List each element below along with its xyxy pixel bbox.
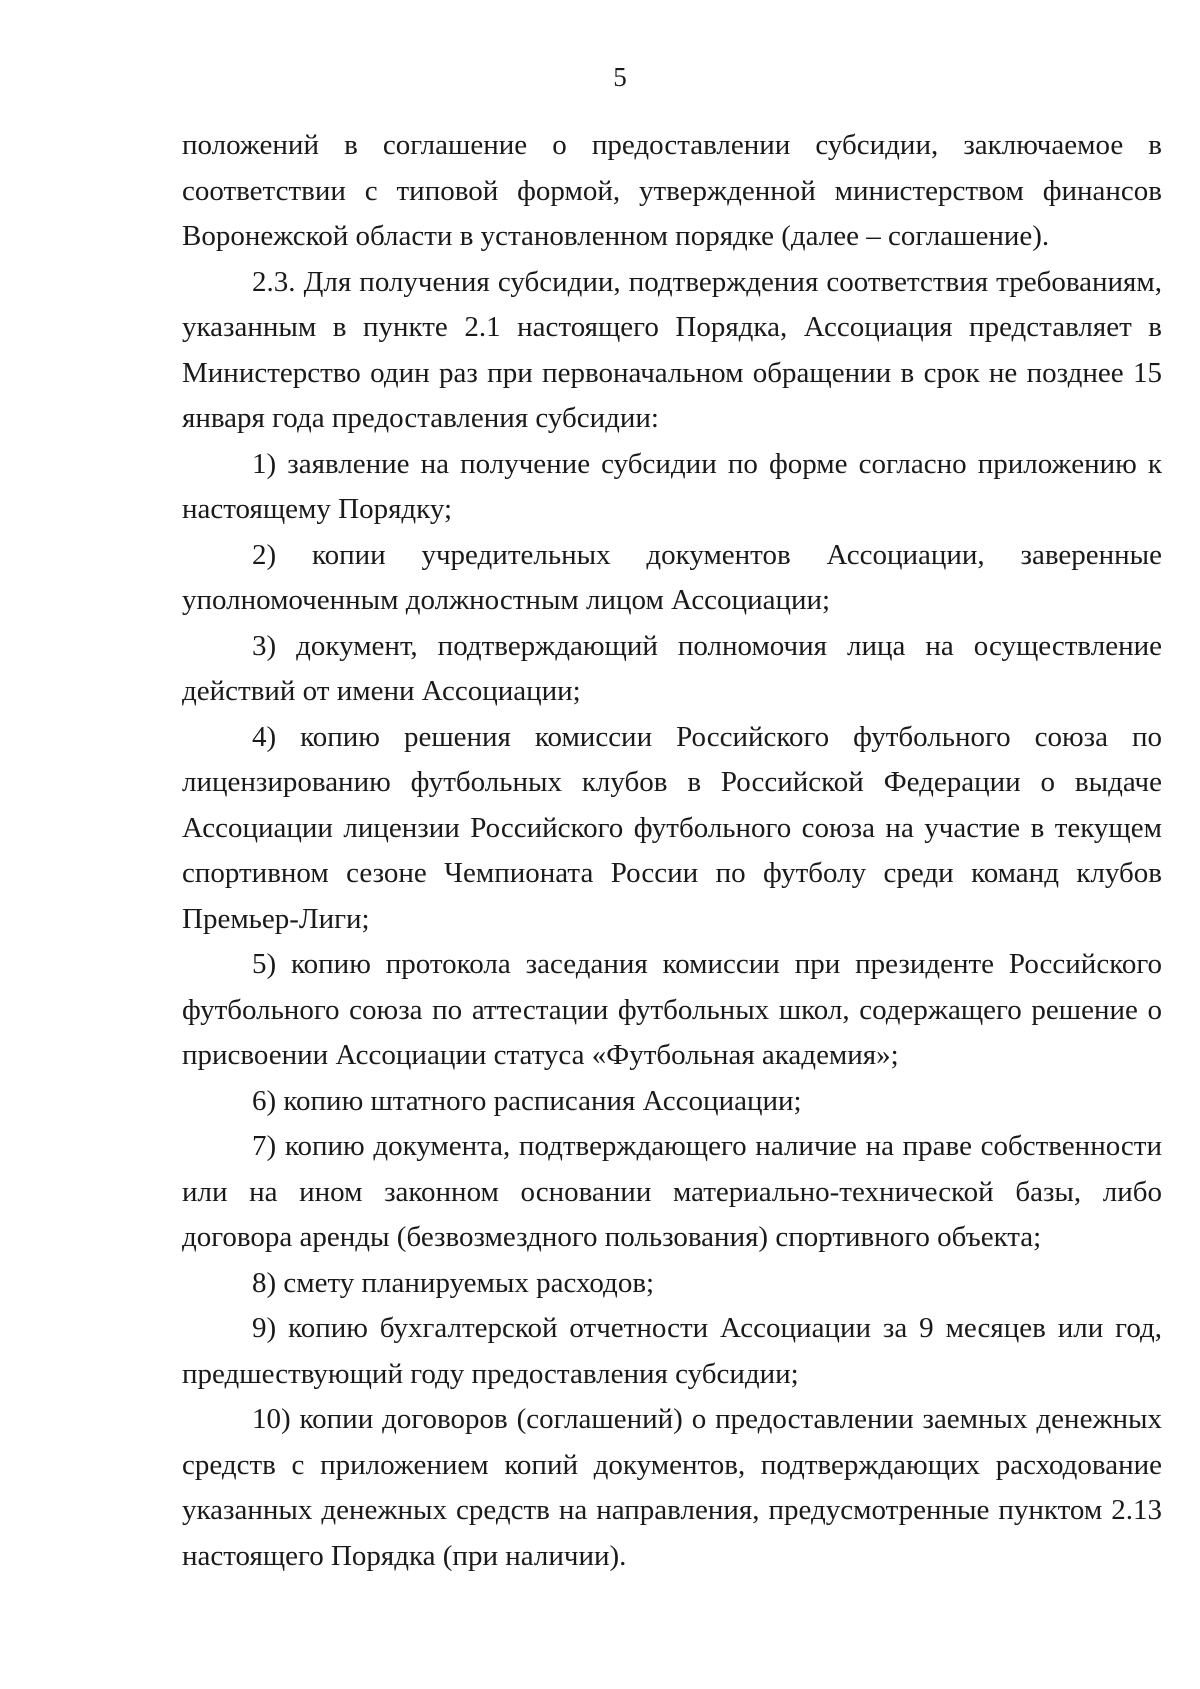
list-item-7: 7) копию документа, подтверждающего наличие на праве собственности или на ином законном основании материально-технической базы, либо договора аренды (безвозмездного пользования) спортивного объекта; bbox=[182, 1130, 1162, 1253]
list-item-2: 2) копии учредительных документов Ассоциации, заверенные уполномоченным должностным лицом Ассоциации; bbox=[182, 538, 1162, 616]
list-item-4: 4) копию решения комиссии Российского футбольного союза по лицензированию футбольных клубов в Российской Федерации о выдаче Ассоциации лицензии Российского футбольного союза на участие в текущем спортивном сезоне Чемпионата России по футболу среди команд клубов Премьер-Лиги; bbox=[182, 720, 1162, 935]
list-item-6: 6) копию штатного расписания Ассоциации; bbox=[252, 1084, 802, 1117]
paragraph-2-3: 2.3. Для получения субсидии, подтверждения соответствия требованиям, указанным в пункте 2.1 настоящего Порядка, Ассоциация представляет в Министерство один раз при первоначальном обращении в срок не позднее 15 января года предоставления субсидии: bbox=[182, 265, 1162, 434]
paragraph-continuation: положений в соглашение о предоставлении субсидии, заключаемое в соответствии с типовой формой, утвержденной министерством финансов Воронежской области в установленном порядке (далее – соглашение). bbox=[182, 129, 1162, 252]
list-item-9: 9) копию бухгалтерской отчетности Ассоциации за 9 месяцев или год, предшествующий году предоставления субсидии; bbox=[182, 1312, 1162, 1390]
list-item-10: 10) копии договоров (соглашений) о предоставлении заемных денежных средств с приложением копий документов, подтверждающих расходование указанных денежных средств на направления, предусмотренные пунктом 2.13 настоящего Порядка (при наличии). bbox=[182, 1403, 1162, 1572]
list-item-3: 3) документ, подтверждающий полномочия лица на осуществление действий от имени Ассоциации; bbox=[182, 629, 1162, 707]
document-body bbox=[182, 123, 1162, 1579]
list-item-8: 8) смету планируемых расходов; bbox=[252, 1266, 655, 1299]
list-item-5: 5) копию протокола заседания комиссии при президенте Российского футбольного союза по аттестации футбольных школ, содержащего решение о присвоении Ассоциации статуса «Футбольная академия»; bbox=[182, 948, 1162, 1071]
list-item-1: 1) заявление на получение субсидии по форме согласно приложению к настоящему Порядку; bbox=[182, 447, 1162, 525]
page-number: 5 bbox=[613, 62, 627, 92]
